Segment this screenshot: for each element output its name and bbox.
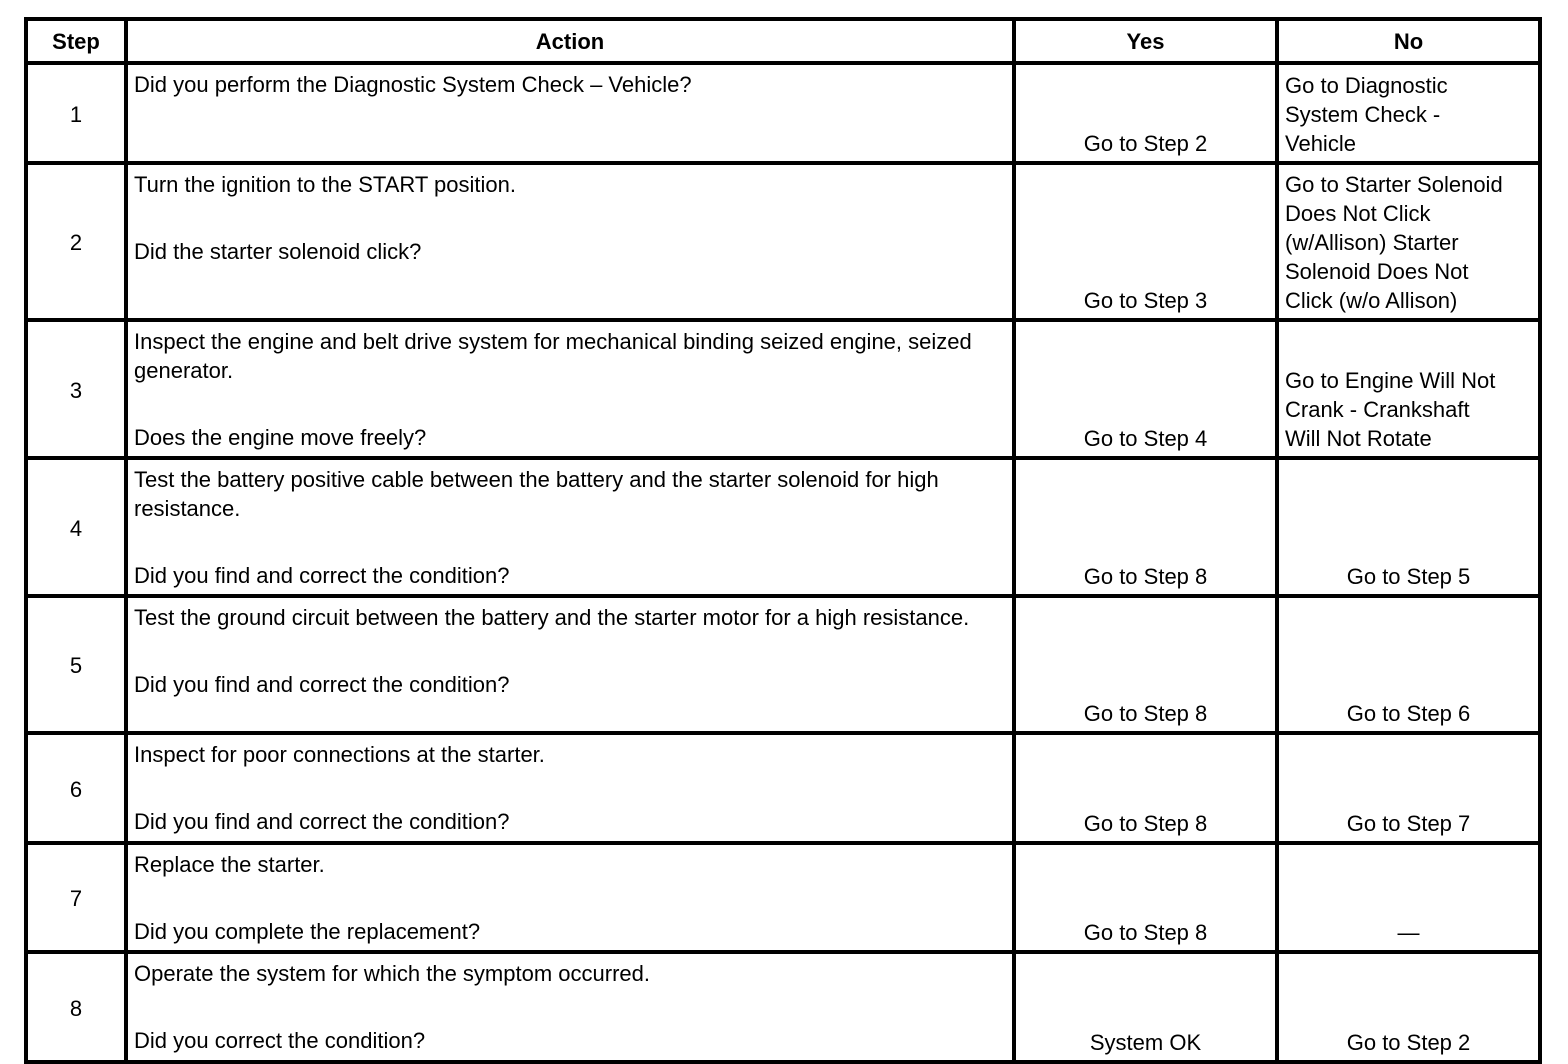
no-line: Go to Diagnostic bbox=[1285, 73, 1448, 98]
header-action: Action bbox=[126, 19, 1014, 63]
diagnostic-table bbox=[24, 17, 1542, 1064]
header-step: Step bbox=[26, 19, 126, 63]
no-line: Go to Step 2 bbox=[1346, 1030, 1471, 1055]
header-row bbox=[26, 19, 1540, 63]
action-text: Operate the system for which the symptom occurred. bbox=[134, 961, 650, 986]
action-text: Test the ground circuit between the battery and the starter motor for a high resistance. bbox=[134, 605, 970, 630]
yes-cell: Go to Step 4 bbox=[1014, 320, 1277, 458]
step-number: 6 bbox=[26, 733, 126, 843]
action-text: Test the battery positive cable between the battery and the starter solenoid for high resistance. bbox=[134, 467, 939, 521]
no-cell bbox=[1277, 843, 1540, 952]
action-question: Did you find and correct the condition? bbox=[134, 563, 510, 588]
action-cell bbox=[126, 596, 1014, 733]
table-row bbox=[26, 952, 1540, 1062]
table-row bbox=[26, 458, 1540, 596]
no-line: — bbox=[1397, 920, 1420, 945]
step-number: 1 bbox=[26, 63, 126, 163]
no-line: Go to Starter Solenoid bbox=[1285, 172, 1503, 197]
action-question: Did you complete the replacement? bbox=[134, 919, 481, 944]
no-cell bbox=[1277, 733, 1540, 843]
action-cell bbox=[126, 733, 1014, 843]
table-row bbox=[26, 163, 1540, 320]
no-cell bbox=[1277, 320, 1540, 458]
action-cell bbox=[126, 63, 1014, 163]
no-line: Go to Step 6 bbox=[1346, 701, 1471, 726]
step-number: 8 bbox=[26, 952, 126, 1062]
action-text: Inspect for poor connections at the starter. bbox=[134, 742, 545, 767]
action-text: Did you perform the Diagnostic System Check – Vehicle? bbox=[134, 72, 692, 97]
no-line: Crank - Crankshaft bbox=[1285, 397, 1470, 422]
no-line: Solenoid Does Not bbox=[1285, 259, 1469, 284]
action-question: Did you find and correct the condition? bbox=[134, 672, 510, 697]
table-row bbox=[26, 63, 1540, 163]
action-question: Did the starter solenoid click? bbox=[134, 239, 422, 264]
yes-cell: Go to Step 8 bbox=[1014, 843, 1277, 952]
no-line: Go to Step 5 bbox=[1346, 564, 1471, 589]
yes-cell: Go to Step 8 bbox=[1014, 733, 1277, 843]
no-line: Does Not Click bbox=[1285, 201, 1431, 226]
yes-cell: Go to Step 8 bbox=[1014, 458, 1277, 596]
step-number: 5 bbox=[26, 596, 126, 733]
table-row bbox=[26, 843, 1540, 952]
no-line: Go to Step 7 bbox=[1346, 811, 1471, 836]
no-cell bbox=[1277, 952, 1540, 1062]
action-text: Inspect the engine and belt drive system for mechanical binding seized engine, seized generator. bbox=[134, 329, 972, 383]
no-line: Will Not Rotate bbox=[1285, 426, 1432, 451]
action-cell bbox=[126, 320, 1014, 458]
action-text: Turn the ignition to the START position. bbox=[134, 172, 516, 197]
action-cell bbox=[126, 952, 1014, 1062]
no-cell bbox=[1277, 458, 1540, 596]
action-question: Did you correct the condition? bbox=[134, 1028, 426, 1053]
action-cell bbox=[126, 458, 1014, 596]
header-no: No bbox=[1277, 19, 1540, 63]
table-row bbox=[26, 320, 1540, 458]
step-number: 2 bbox=[26, 163, 126, 320]
step-number: 7 bbox=[26, 843, 126, 952]
action-question: Did you find and correct the condition? bbox=[134, 809, 510, 834]
yes-cell: System OK bbox=[1014, 952, 1277, 1062]
header-yes: Yes bbox=[1014, 19, 1277, 63]
step-number: 3 bbox=[26, 320, 126, 458]
no-line: (w/Allison) Starter bbox=[1285, 230, 1459, 255]
no-line: Click (w/o Allison) bbox=[1285, 288, 1458, 313]
no-line: Go to Engine Will Not bbox=[1285, 368, 1496, 393]
no-cell bbox=[1277, 63, 1540, 163]
yes-cell: Go to Step 3 bbox=[1014, 163, 1277, 320]
action-cell bbox=[126, 843, 1014, 952]
yes-cell: Go to Step 2 bbox=[1014, 63, 1277, 163]
action-question: Does the engine move freely? bbox=[134, 425, 427, 450]
yes-cell: Go to Step 8 bbox=[1014, 596, 1277, 733]
step-number: 4 bbox=[26, 458, 126, 596]
no-line: Vehicle bbox=[1285, 131, 1356, 156]
no-cell bbox=[1277, 596, 1540, 733]
no-line: System Check - bbox=[1285, 102, 1441, 127]
table-row bbox=[26, 733, 1540, 843]
table-row bbox=[26, 596, 1540, 733]
no-cell bbox=[1277, 163, 1540, 320]
action-text: Replace the starter. bbox=[134, 852, 325, 877]
action-cell bbox=[126, 163, 1014, 320]
